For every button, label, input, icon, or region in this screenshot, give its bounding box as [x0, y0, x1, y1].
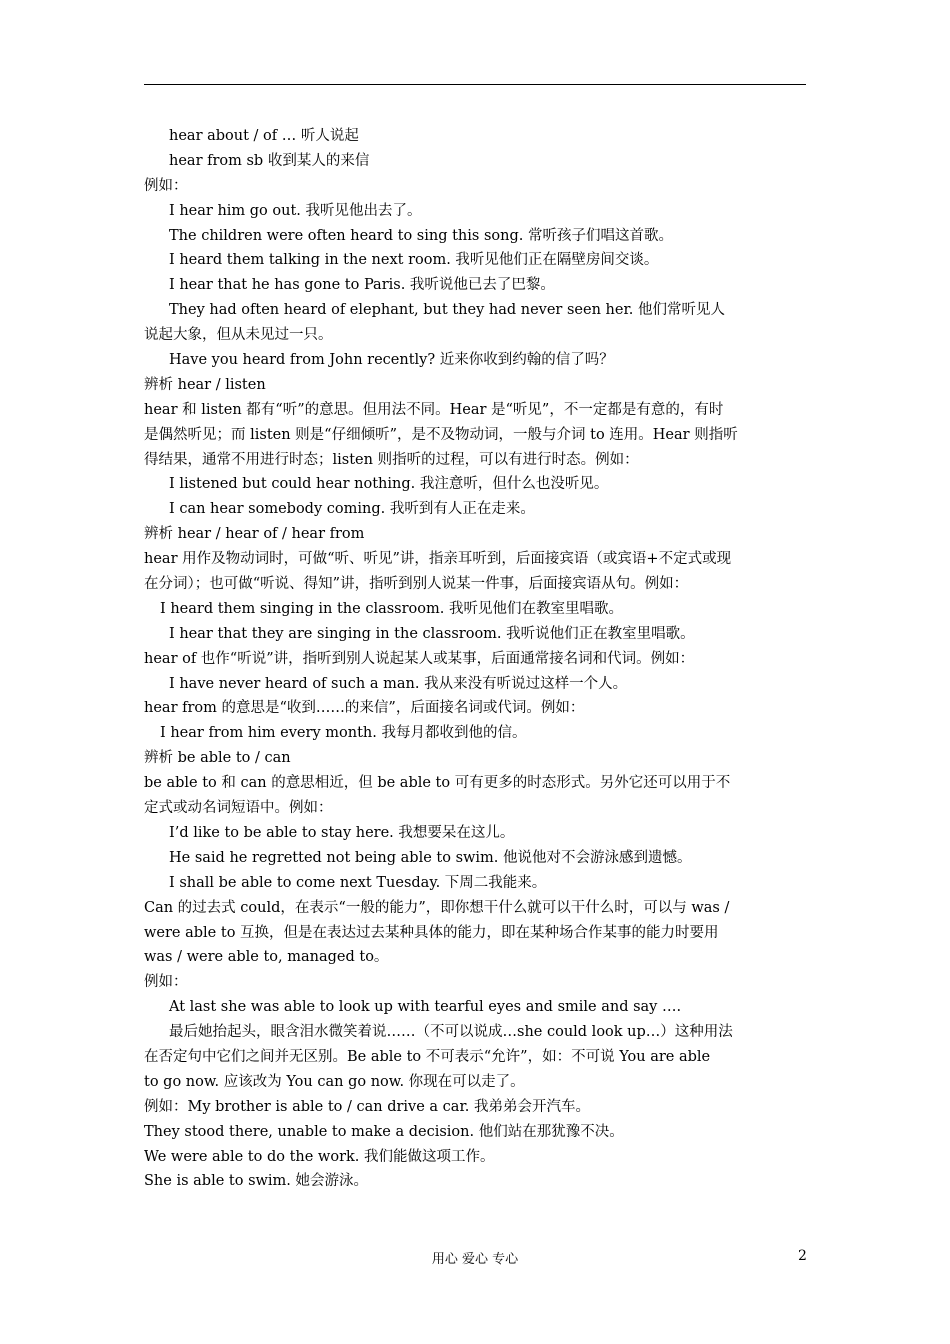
header-rule: [144, 84, 806, 85]
text-line: 辨析 be able to / can: [144, 750, 291, 767]
text-line: 说起大象，但从未见过一只。: [144, 327, 333, 344]
text-line: I heard them singing in the classroom. 我听见他们在教室里唱歌。: [160, 600, 623, 617]
text-line: We were able to do the work. 我们能做这项工作。: [144, 1148, 495, 1165]
footer-text: 用心 爱心 专心: [431, 1252, 519, 1267]
text-line: 是偶然听见；而 listen 则是“仔细倾听”，是不及物动词，一般与介词 to 连用。Hear 则指听: [144, 426, 738, 443]
text-line: 定式或动名词短语中。例如：: [144, 800, 333, 817]
text-line: They stood there, unable to make a decision. 他们站在那犹豫不决。: [144, 1123, 624, 1140]
text-line: 得结果，通常不用进行时态；listen 则指听的过程，可以有进行时态。例如：: [144, 451, 639, 468]
text-line: be able to 和 can 的意思相近，但 be able to 可有更多的时态形式。另外它还可以用于不: [144, 775, 731, 792]
text-line: 辨析 hear / hear of / hear from: [144, 526, 365, 543]
text-line: They had often heard of elephant, but they had never seen her. 他们常听见人: [169, 302, 725, 319]
text-line: hear of 也作“听说”讲，指听到别人说起某人或某事，后面通常接名词和代词。例如：: [144, 650, 695, 667]
text-line: She is able to swim. 她会游泳。: [144, 1173, 369, 1190]
text-line: hear from sb 收到某人的来信: [169, 152, 370, 169]
text-line: to go now. 应该改为 You can go now. 你现在可以走了。: [144, 1073, 525, 1090]
text-line: were able to 互换，但是在表达过去某种具体的能力，即在某种场合作某事的能力时要用: [144, 924, 719, 941]
text-line: 例如：My brother is able to / can drive a car. 我弟弟会开汽车。: [144, 1098, 591, 1115]
text-line: I hear from him every month. 我每月都收到他的信。: [160, 725, 527, 742]
page-number: 2: [798, 1248, 807, 1264]
text-line: I’d like to be able to stay here. 我想要呆在这儿。: [169, 824, 515, 841]
text-line: 在分词）；也可做“听说、得知”讲，指听到别人说某一件事，后面接宾语从句。例如：: [144, 576, 689, 593]
text-line: Have you heard from John recently? 近来你收到约翰的信了吗？: [169, 352, 614, 369]
text-line: 最后她抬起头，眼含泪水微笑着说……（不可以说成…she could look up…）这种用法: [169, 1024, 733, 1041]
text-line: 辨析 hear / listen: [144, 376, 266, 393]
text-line: hear from 的意思是“收到……的来信”，后面接名词或代词。例如：: [144, 700, 585, 717]
document-body: [144, 124, 806, 1194]
text-line: I hear him go out. 我听见他出去了。: [169, 202, 422, 219]
text-line: was / were able to, managed to。: [144, 949, 389, 966]
text-line: I heard them talking in the next room. 我听见他们正在隔壁房间交谈。: [169, 252, 659, 269]
text-line: I hear that he has gone to Paris. 我听说他已去了巴黎。: [169, 277, 555, 294]
text-line: 例如：: [144, 974, 188, 991]
text-line: I hear that they are singing in the classroom. 我听说他们正在教室里唱歌。: [169, 625, 695, 642]
text-line: I have never heard of such a man. 我从来没有听说过这样一个人。: [169, 675, 628, 692]
text-line: Can 的过去式 could，在表示“一般的能力”，即你想干什么就可以干什么时，可以与 was /: [144, 899, 730, 916]
text-line: 在否定句中它们之间并无区别。Be able to 不可表示“允许”，如：不可说 You are able: [144, 1048, 711, 1065]
text-line: 例如：: [144, 177, 188, 194]
text-line: He said he regretted not being able to swim. 他说他对不会游泳感到遗憾。: [169, 849, 692, 866]
text-line: The children were often heard to sing this song. 常听孩子们唱这首歌。: [169, 227, 673, 244]
text-line: I can hear somebody coming. 我听到有人正在走来。: [169, 501, 535, 518]
text-line: hear 和 listen 都有“听”的意思。但用法不同。Hear 是“听见”，不一定都是有意的，有时: [144, 401, 724, 418]
text-line: hear about / of … 听人说起: [169, 128, 359, 144]
text-line: hear 用作及物动词时，可做“听、听见”讲，指亲耳听到，后面接宾语（或宾语+不定式或现: [144, 551, 732, 568]
text-line: I shall be able to come next Tuesday. 下周二我能来。: [169, 874, 547, 891]
text-line: I listened but could hear nothing. 我注意听，但什么也没听见。: [169, 476, 609, 493]
text-line: At last she was able to look up with tearful eyes and smile and say ….: [169, 999, 682, 1016]
